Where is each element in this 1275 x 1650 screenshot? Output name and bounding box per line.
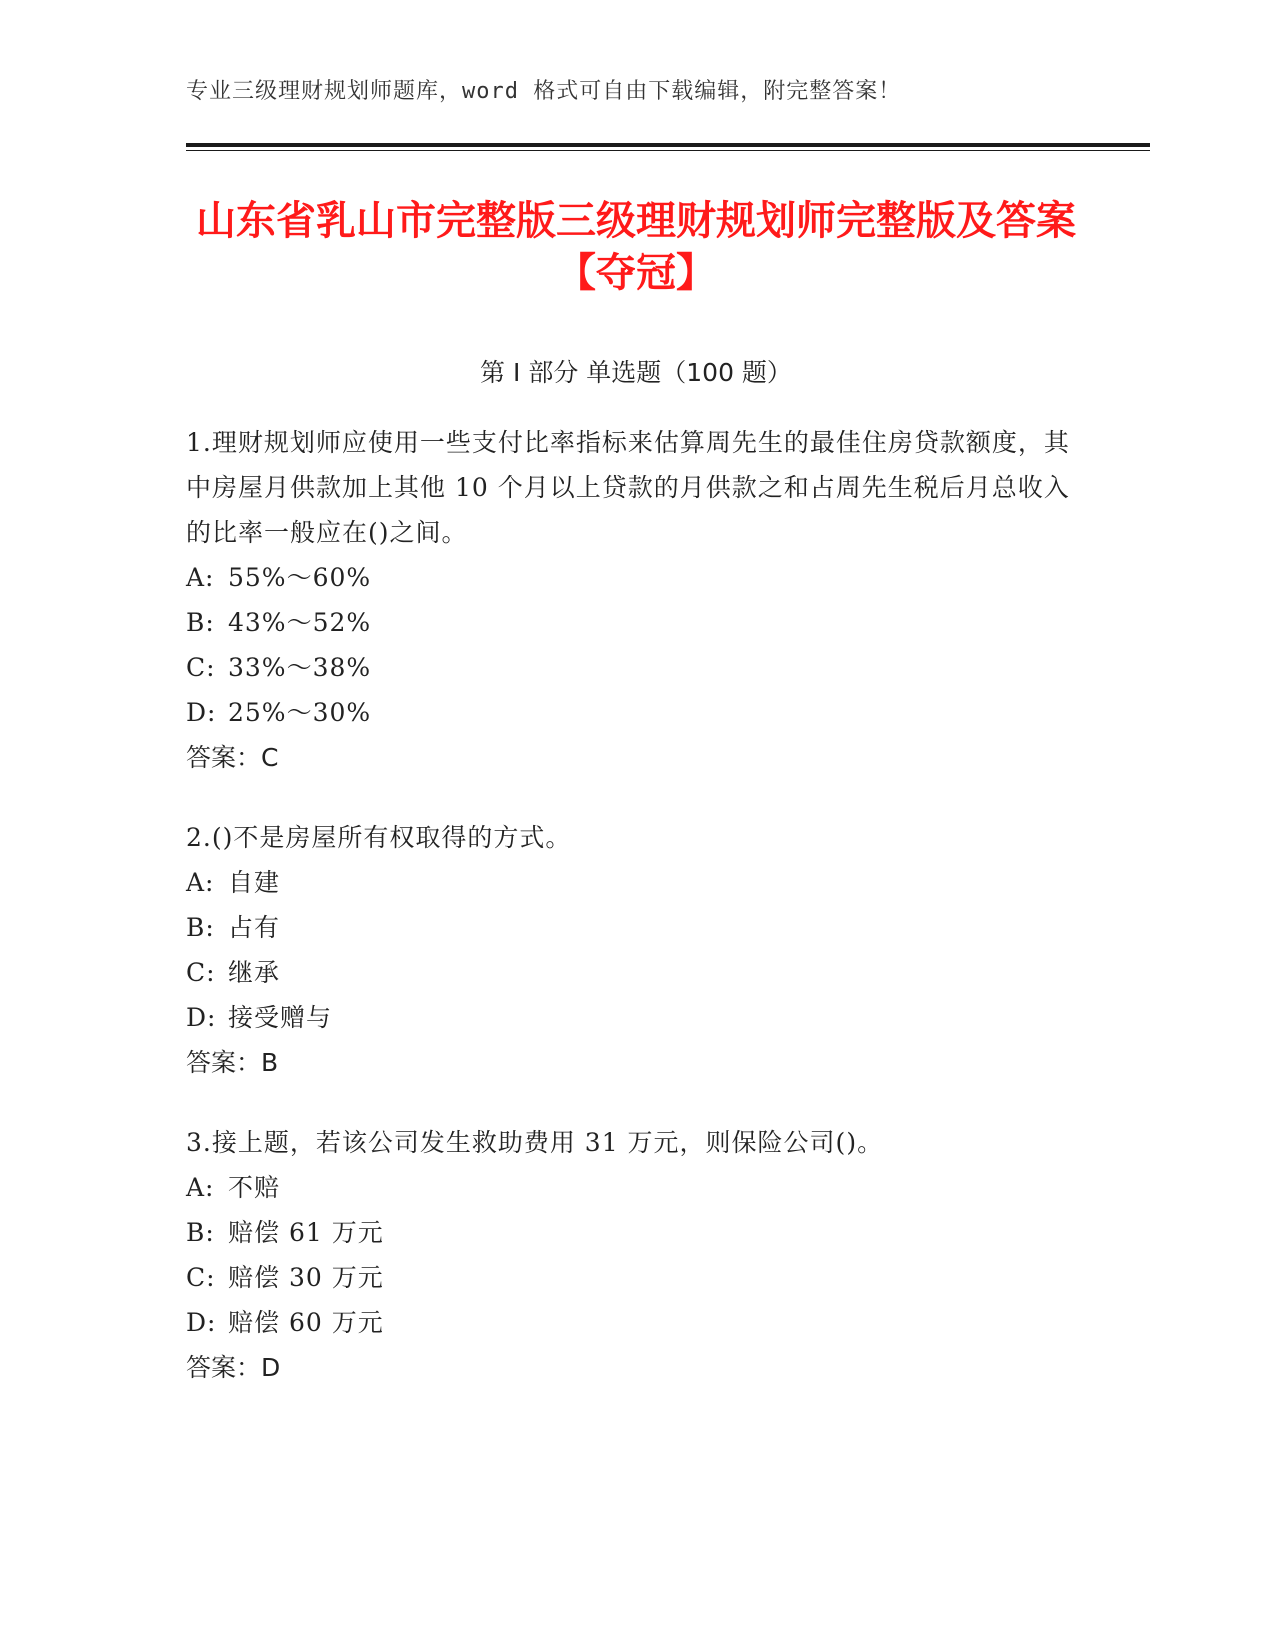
page-header-text: 专业三级理财规划师题库，word 格式可自由下载编辑，附完整答案！ bbox=[186, 79, 902, 104]
option-text: 自建 bbox=[228, 868, 281, 897]
question-stem: 1.理财规划师应使用一些支付比率指标来估算周先生的最佳住房贷款额度，其中房屋月供款加上其他 10 个月以上贷款的月供款之和占周先生税后月总收入的比率一般应在()之间。 bbox=[186, 428, 1070, 547]
answer: 答案：C bbox=[186, 743, 279, 772]
option-b bbox=[186, 905, 1086, 950]
option-key: B: bbox=[186, 608, 215, 637]
option-c bbox=[186, 645, 1086, 690]
question-stem: 3.接上题，若该公司发生救助费用 31 万元，则保险公司()。 bbox=[186, 1128, 884, 1157]
option-key: C: bbox=[186, 1263, 216, 1292]
option-b bbox=[186, 600, 1086, 645]
option-key: C: bbox=[186, 958, 216, 987]
option-a bbox=[186, 555, 1086, 600]
answer: 答案：B bbox=[186, 1048, 279, 1077]
document-title: 山东省乳山市完整版三级理财规划师完整版及答案【夺冠】 bbox=[196, 198, 1076, 296]
answer: 答案：D bbox=[186, 1353, 281, 1382]
option-d bbox=[186, 995, 1086, 1040]
option-b bbox=[186, 1210, 1086, 1255]
question-1 bbox=[186, 420, 1086, 780]
option-text: 赔偿 60 万元 bbox=[228, 1308, 384, 1337]
option-key: D: bbox=[186, 1003, 217, 1032]
question-3 bbox=[186, 1120, 1086, 1390]
option-text: 接受赠与 bbox=[228, 1003, 333, 1032]
option-text: 55%～60% bbox=[228, 563, 372, 592]
question-stem: 2.()不是房屋所有权取得的方式。 bbox=[186, 823, 572, 852]
option-key: C: bbox=[186, 653, 216, 682]
option-text: 25%～30% bbox=[228, 698, 372, 727]
option-text: 赔偿 61 万元 bbox=[228, 1218, 384, 1247]
option-text: 33%～38% bbox=[228, 653, 372, 682]
option-text: 继承 bbox=[228, 958, 281, 987]
option-c bbox=[186, 1255, 1086, 1300]
option-key: B: bbox=[186, 1218, 215, 1247]
option-key: A: bbox=[186, 1173, 215, 1202]
option-text: 占有 bbox=[228, 913, 281, 942]
section-title: 第 I 部分 单选题（100 题） bbox=[480, 358, 792, 387]
option-key: B: bbox=[186, 913, 215, 942]
option-key: A: bbox=[186, 868, 215, 897]
option-a bbox=[186, 860, 1086, 905]
option-a bbox=[186, 1165, 1086, 1210]
option-text: 不赔 bbox=[228, 1173, 281, 1202]
option-d bbox=[186, 1300, 1086, 1345]
question-2 bbox=[186, 815, 1086, 1085]
header-divider-thin bbox=[186, 150, 1150, 151]
option-key: A: bbox=[186, 563, 215, 592]
option-c bbox=[186, 950, 1086, 995]
option-d bbox=[186, 690, 1086, 735]
header-divider-thick bbox=[186, 143, 1150, 147]
option-text: 赔偿 30 万元 bbox=[228, 1263, 384, 1292]
option-key: D: bbox=[186, 1308, 217, 1337]
option-text: 43%～52% bbox=[228, 608, 372, 637]
option-key: D: bbox=[186, 698, 217, 727]
